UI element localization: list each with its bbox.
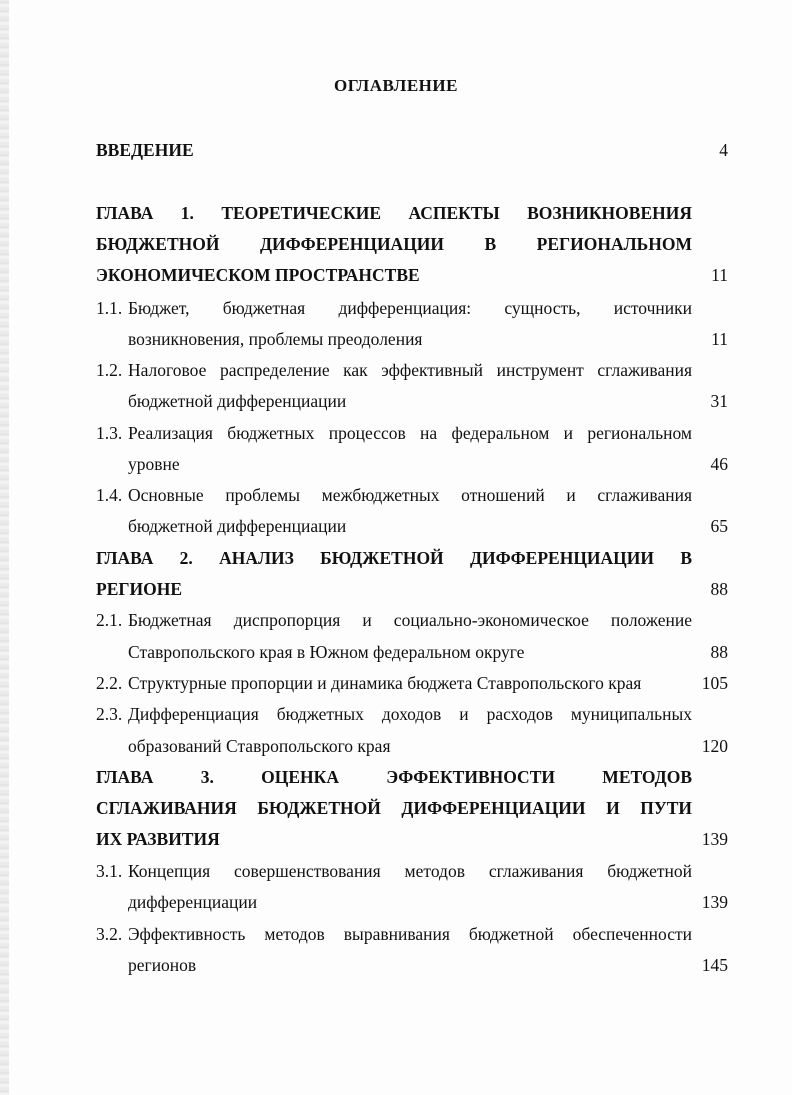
chapter-2-page: 88 xyxy=(710,579,728,599)
section-2-1-page: 88 xyxy=(710,642,728,662)
section-2-1-line-1: Бюджетная диспропорция и социально-экономическое положение xyxy=(128,610,692,630)
chapter-1-heading-line-2: БЮДЖЕТНОЙ ДИФФЕРЕНЦИАЦИИ В РЕГИОНАЛЬНОМ xyxy=(96,234,692,254)
section-2-3-page: 120 xyxy=(701,736,728,756)
section-2-1-number: 2.1. xyxy=(96,610,123,630)
section-2-2-number: 2.2. xyxy=(96,673,123,693)
section-3-2-page: 145 xyxy=(701,955,728,975)
section-1-3-number: 1.3. xyxy=(96,423,123,443)
chapter-3-heading-line-3: ИХ РАЗВИТИЯ xyxy=(96,829,220,849)
section-3-1-page: 139 xyxy=(701,892,728,912)
section-3-2-line-2: регионов xyxy=(128,955,197,975)
section-2-3-number: 2.3. xyxy=(96,704,123,724)
section-1-4-number: 1.4. xyxy=(96,485,123,505)
section-1-3-line-2: уровне xyxy=(128,454,180,474)
section-3-1-number: 3.1. xyxy=(96,861,123,881)
section-3-2-number: 3.2. xyxy=(96,924,123,944)
toc-title: ОГЛАВЛЕНИЕ xyxy=(334,76,458,95)
section-2-2-page: 105 xyxy=(701,673,728,693)
section-1-3-page: 46 xyxy=(710,454,728,474)
chapter-1-heading-line-3: ЭКОНОМИЧЕСКОМ ПРОСТРАНСТВЕ xyxy=(96,265,420,285)
chapter-1-heading-line-1: ГЛАВА 1. ТЕОРЕТИЧЕСКИЕ АСПЕКТЫ ВОЗНИКНОВЕНИЯ xyxy=(96,203,692,223)
section-3-2-line-1: Эффективность методов выравнивания бюджетной обеспеченности xyxy=(128,924,692,944)
section-2-1-line-2: Ставропольского края в Южном федеральном округе xyxy=(128,642,525,662)
scan-edge-artifact xyxy=(0,0,9,1095)
section-1-1-page: 11 xyxy=(711,329,728,349)
section-1-4-line-1: Основные проблемы межбюджетных отношений и сглаживания xyxy=(128,485,692,505)
section-1-4-page: 65 xyxy=(710,516,728,536)
section-3-1-line-1: Концепция совершенствования методов сглаживания бюджетной xyxy=(128,861,692,881)
section-1-2-line-1: Налоговое распределение как эффективный инструмент сглаживания xyxy=(128,360,692,380)
chapter-3-heading-line-2: СГЛАЖИВАНИЯ БЮДЖЕТНОЙ ДИФФЕРЕНЦИАЦИИ И ПУТИ xyxy=(96,798,692,818)
section-2-3-line-2: образований Ставропольского края xyxy=(128,736,391,756)
section-1-2-line-2: бюджетной дифференциации xyxy=(128,391,347,411)
intro-page: 4 xyxy=(719,140,728,160)
chapter-3-heading-line-1: ГЛАВА 3. ОЦЕНКА ЭФФЕКТИВНОСТИ МЕТОДОВ xyxy=(96,767,692,787)
intro-label: ВВЕДЕНИЕ xyxy=(96,140,194,160)
section-1-3-line-1: Реализация бюджетных процессов на федеральном и региональном xyxy=(128,423,692,443)
section-1-1-number: 1.1. xyxy=(96,298,123,318)
chapter-3-page: 139 xyxy=(701,829,728,849)
section-1-4-line-2: бюджетной дифференциации xyxy=(128,516,347,536)
section-2-3-line-1: Дифференциация бюджетных доходов и расходов муниципальных xyxy=(128,704,692,724)
section-1-1-line-2: возникновения, проблемы преодоления xyxy=(128,329,423,349)
section-1-2-number: 1.2. xyxy=(96,360,123,380)
section-2-2-line-1: Структурные пропорции и динамика бюджета Ставропольского края xyxy=(128,673,642,693)
chapter-2-heading-line-2: РЕГИОНЕ xyxy=(96,579,183,599)
chapter-1-page: 11 xyxy=(711,265,728,285)
section-1-2-page: 31 xyxy=(710,391,728,411)
section-3-1-line-2: дифференциации xyxy=(128,892,258,912)
section-1-1-line-1: Бюджет, бюджетная дифференциация: сущность, источники xyxy=(128,298,692,318)
chapter-2-heading-line-1: ГЛАВА 2. АНАЛИЗ БЮДЖЕТНОЙ ДИФФЕРЕНЦИАЦИИ В xyxy=(96,548,692,568)
